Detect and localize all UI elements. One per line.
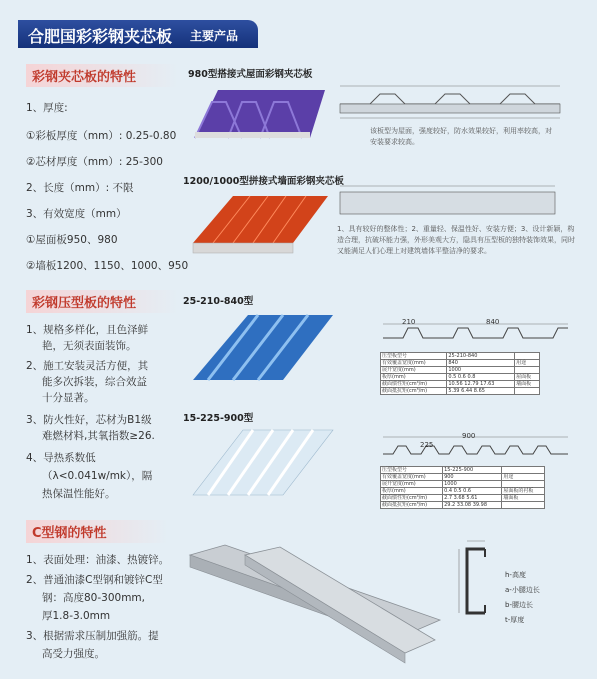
spec-line: 钢：高度80-300mm,	[42, 592, 145, 604]
spec-line: ②芯材厚度（mm）: 25-300	[26, 156, 163, 168]
spec-line: 4、导热系数低	[26, 452, 96, 464]
product-title: 980型搭接式屋面彩钢夹芯板	[188, 69, 313, 80]
spec-line: 2、长度（mm）: 不限	[26, 182, 134, 194]
c-channel-label: b-腰边长	[505, 601, 533, 609]
dim-label: 840	[486, 318, 500, 326]
spec-line: 热保温性能好。	[42, 488, 116, 500]
spec-line: 能多次拆装，综合效益	[42, 376, 147, 388]
spec-line: 1、厚度:	[26, 102, 68, 114]
product-title: 1200/1000型拼接式墙面彩钢夹芯板	[183, 176, 344, 187]
spec-line: ①屋面板950、980	[26, 234, 118, 246]
white-sheet-image	[188, 420, 338, 505]
page-subtitle: 主要产品	[190, 29, 239, 43]
product-title: 25-210-840型	[183, 296, 254, 307]
c-channel-diagram	[455, 535, 495, 630]
spec-line: 难燃材料,其氧指数≥26.	[42, 430, 155, 442]
wall-panel-image	[188, 188, 333, 258]
roof-panel-drawing	[335, 78, 575, 123]
spec-line: 1、规格多样化，且色泽鲜	[26, 324, 149, 336]
spec-line: 十分显著。	[42, 392, 95, 404]
spec-line: 2、普通油漆C型钢和镀锌C型	[26, 574, 163, 586]
c-channel-label: h-高度	[505, 571, 526, 579]
spec-line: 艳，无须表面装饰。	[42, 340, 137, 352]
spec-line: 厚1.8-3.0mm	[42, 610, 111, 622]
spec-line: 1、表面处理：油漆、热镀锌。	[26, 554, 170, 566]
spec-line: 高受力强度。	[42, 648, 105, 660]
dim-label: 900	[462, 432, 476, 440]
dim-label: 210	[402, 318, 416, 326]
spec-line: 3、根据需求压制加强筋。提	[26, 630, 159, 642]
c-channel-image	[185, 535, 445, 665]
spec-line: 3、有效宽度（mm）	[26, 208, 127, 220]
product-title: 15-225-900型	[183, 413, 254, 424]
c-channel-label: a-小腿边长	[505, 586, 540, 594]
profile-drawing-900	[378, 432, 573, 462]
spec-line: （λ<0.041w/mk），隔	[42, 470, 153, 482]
roof-panel-image	[190, 80, 330, 140]
section-title-sandwich-panel: 彩钢夹芯板的特性	[26, 64, 178, 87]
blue-sheet-image	[188, 305, 338, 390]
spec-table-900: 压型板型号 15-225-900 有效覆盖宽度(mm) 900 用途 展开宽度(mm) 1000 板厚(mm) 0.4 0.5 0.6 屋面板的衬板 截面惯性矩(cm⁴/m) 2.7 3.68 5.61 墙面板 截面抵抗矩(cm³/m) 29.2 33.08 39.98	[380, 466, 545, 509]
page-title: 合肥国彩彩钢夹芯板	[28, 27, 173, 46]
section-title-c-channel: C型钢的特性	[26, 520, 168, 543]
wall-panel-drawing	[335, 180, 575, 220]
c-channel-label: t-厚度	[505, 616, 525, 624]
spec-line: ①彩板厚度（mm）: 0.25-0.80	[26, 130, 177, 142]
spec-line: 3、防火性好，芯材为B1级	[26, 414, 152, 426]
spec-line: 2、施工安装灵活方便，其	[26, 360, 149, 372]
dim-label: 225	[420, 441, 434, 449]
product-note: 该板型为屋面，强度较好，防水效果较好，利用率较高，对安装要求较高。	[370, 127, 552, 146]
product-note: 1、具有较好的整体性；2、重量轻、保温性好、安装方便；3、设计新颖，构造合理，抗破坏能力强，外形美观大方，隐具有压型板的独特装饰效果，同时又能满足人们心理上对建筑墙体平整洁净的要求。	[337, 225, 575, 255]
spec-table-840: 压型板型号 25-210-840 有效覆盖宽度(mm) 840 用途 展开宽度(mm) 1000 板厚(mm) 0.5 0.6 0.8 屋面板 截面惯性矩(cm⁴/m) 10.56 12.79 17.63 墙面板 截面抵抗矩(cm³/m) 5.39 6.44 8.65	[380, 352, 540, 395]
section-title-profiled-sheet: 彩钢压型板的特性	[26, 290, 178, 313]
spec-line: ②墙板1200、1150、1000、950	[26, 260, 189, 272]
